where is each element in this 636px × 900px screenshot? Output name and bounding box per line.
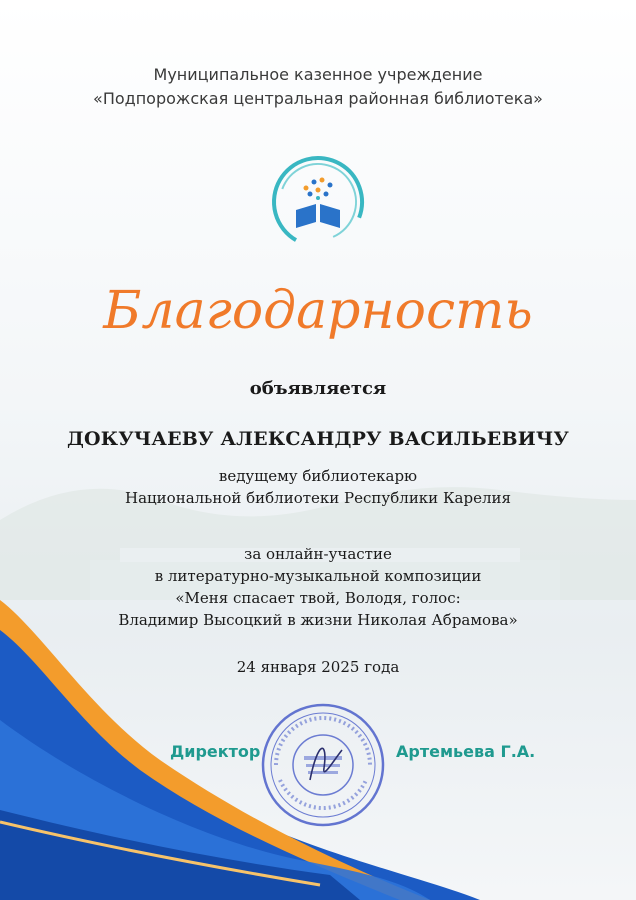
reason-line-1: за онлайн-участие (244, 545, 392, 563)
library-logo (268, 152, 368, 252)
recipient-name: ДОКУЧАЕВУ АЛЕКСАНДРУ ВАСИЛЬЕВИЧУ (66, 428, 570, 450)
announce-text: объявляется (249, 378, 387, 399)
award-reason (0, 543, 636, 631)
reason-line-4: Владимир Высоцкий в жизни Николая Абрамова» (118, 611, 518, 629)
issue-date: 24 января 2025 года (236, 658, 400, 676)
signature-name: Артемьева Г.А. (396, 742, 536, 761)
organization-name (0, 63, 636, 111)
org-line-2: «Подпорожская центральная районная библиотека» (93, 89, 543, 108)
reason-line-2: в литературно-музыкальной композиции (154, 567, 482, 585)
position-line-1: ведущему библиотекарю (218, 467, 418, 485)
official-stamp (258, 700, 388, 830)
org-line-1: Муниципальное казенное учреждение (153, 65, 483, 84)
signature-title: Директор (170, 742, 261, 761)
reason-line-3: «Меня спасает твой, Володя, голос: (175, 589, 461, 607)
recipient-position (0, 465, 636, 509)
title-text: Благодарность (103, 281, 533, 341)
certificate-title (0, 268, 636, 358)
position-line-2: Национальной библиотеки Республики Карелия (125, 489, 511, 507)
